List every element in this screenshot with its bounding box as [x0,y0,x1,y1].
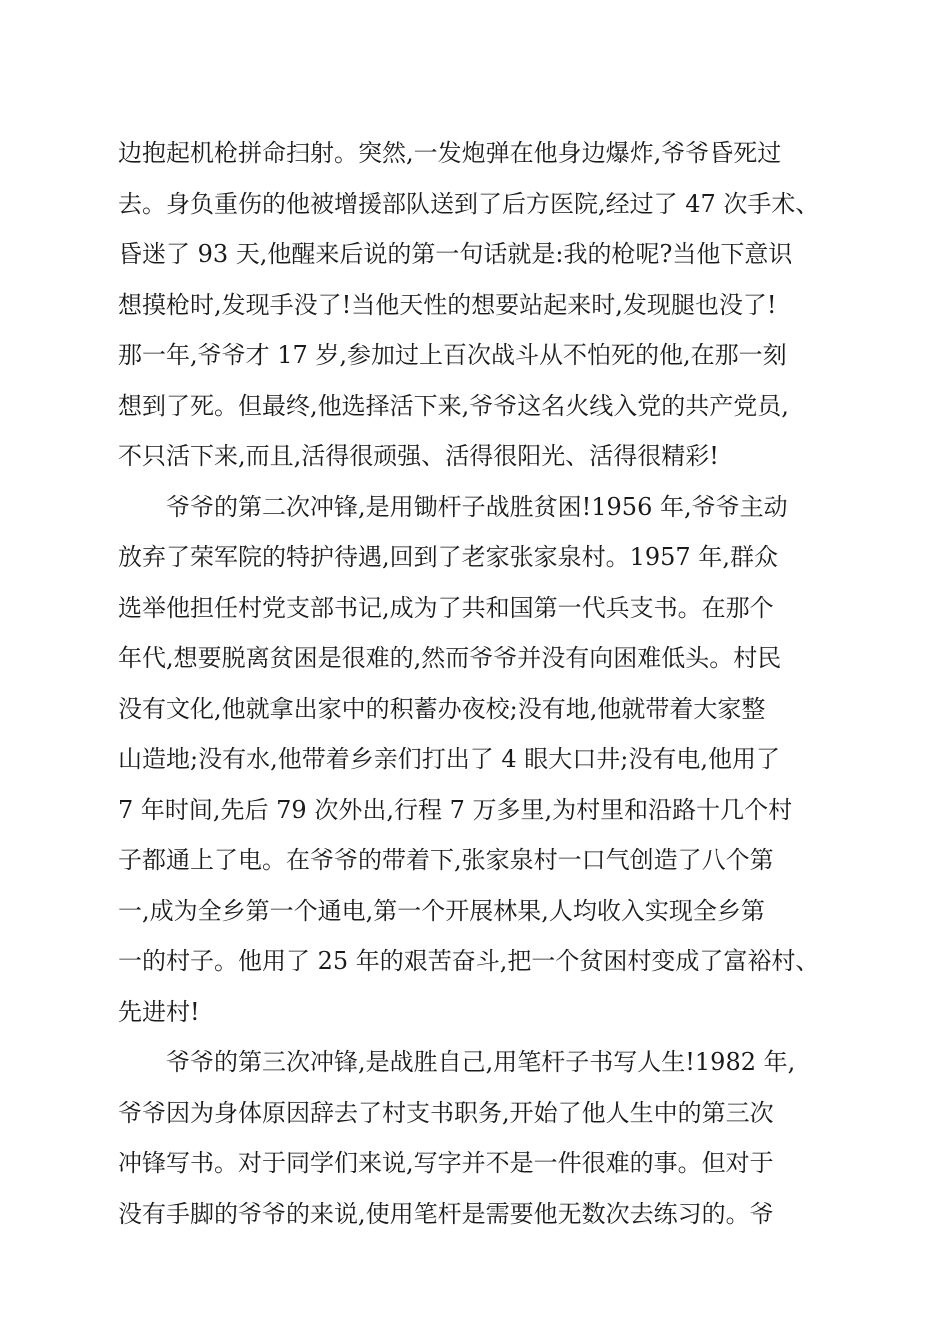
text-line: 没有手脚的爷爷的来说,使用笔杆是需要他无数次去练习的。爷 [118,1199,774,1228]
text-line: 冲锋写书。对于同学们来说,写字并不是一件很难的事。但对于 [118,1149,774,1177]
document-page [118,128,838,1239]
text-line: 不只活下来,而且,活得很顽强、活得很阳光、活得很精彩! [118,442,719,470]
paragraph-3 [118,1037,838,1239]
text-line: 子都通上了电。在爷爷的带着下,张家泉村一口气创造了八个第 [118,846,774,874]
text-line: 放弃了荣军院的特护待遇,回到了老家张家泉村。1957 年,群众 [118,543,778,571]
text-line: 昏迷了 93 天,他醒来后说的第一句话就是:我的枪呢?当他下意识 [118,240,793,268]
text-line: 去。身负重伤的他被增援部队送到了后方医院,经过了 47 次手术、 [118,189,820,218]
text-line-indented: 爷爷的第三次冲锋,是战胜自己,用笔杆子书写人生!1982 年, [166,1048,796,1076]
text-line: 先进村! [118,997,200,1026]
text-line: 想摸枪时,发现手没了!当他天性的想要站起来时,发现腿也没了! [118,290,777,319]
text-line: 一的村子。他用了 25 年的艰苦奋斗,把一个贫困村变成了富裕村、 [118,947,820,975]
text-line: 选举他担任村党支部书记,成为了共和国第一代兵支书。在那个 [118,593,774,622]
text-line: 想到了死。但最终,他选择活下来,爷爷这名火线入党的共产党员, [118,391,789,420]
text-line: 年代,想要脱离贫困是很难的,然而爷爷并没有向困难低头。村民 [118,644,782,672]
text-line: 山造地;没有水,他带着乡亲们打出了 4 眼大口井;没有电,他用了 [118,745,780,773]
text-line: 那一年,爷爷才 17 岁,参加过上百次战斗从不怕死的他,在那一刻 [118,341,787,369]
text-line: 爷爷因为身体原因辞去了村支书职务,开始了他人生中的第三次 [118,1098,774,1127]
text-line: 没有文化,他就拿出家中的积蓄办夜校;没有地,他就带着大家整 [118,694,766,723]
text-line: 边抱起机枪拼命扫射。突然,一发炮弹在他身边爆炸,爷爷昏死过 [118,139,782,167]
text-line: 7 年时间,先后 79 次外出,行程 7 万多里,为村里和沿路十几个村 [118,795,793,824]
text-line-indented: 爷爷的第二次冲锋,是用锄杆子战胜贫困!1956 年,爷爷主动 [166,492,788,521]
paragraph-1 [118,128,838,482]
paragraph-2 [118,482,838,1038]
text-line: 一,成为全乡第一个通电,第一个开展林果,人均收入实现全乡第 [118,896,765,925]
